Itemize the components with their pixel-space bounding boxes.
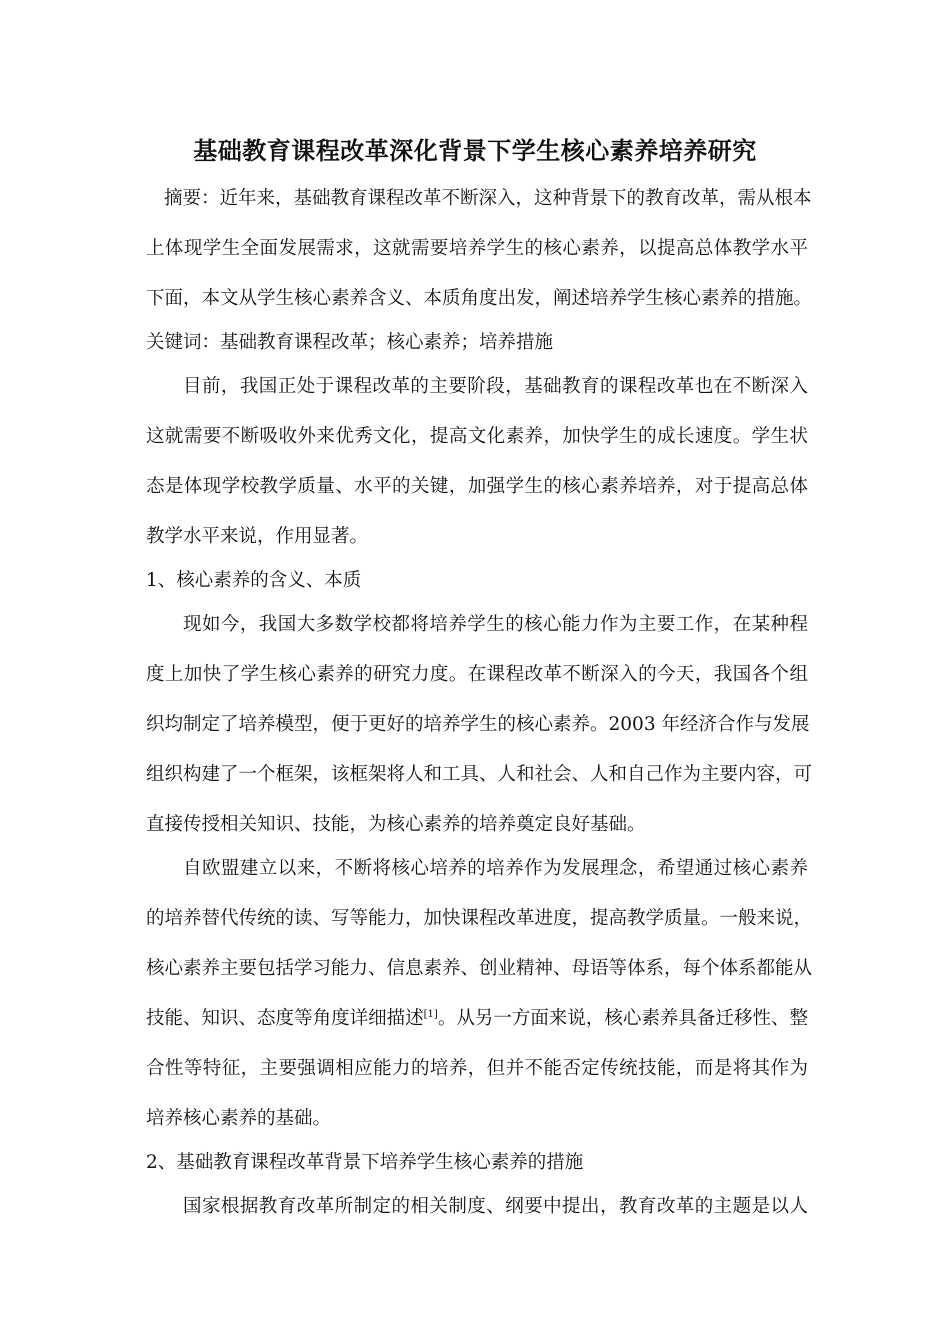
intro-line-3: 态是体现学校教学质量、水平的关键，加强学生的核心素养培养，对于提高总体 <box>146 476 808 497</box>
section-1-heading: 1、核心素养的含义、本质 <box>146 570 362 591</box>
abstract-line-1: 摘要：近年来，基础教育课程改革不断深入，这种背景下的教育改革，需从根本 <box>164 188 812 209</box>
section-2-heading: 2、基础教育课程改革背景下培养学生核心素养的措施 <box>146 1152 584 1173</box>
s2-p1-line-1: 国家根据教育改革所制定的相关制度、纲要中提出，教育改革的主题是以人 <box>183 1196 808 1217</box>
s1-p2-line-3: 核心素养主要包括学习能力、信息素养、创业精神、母语等体系，每个体系都能从 <box>146 958 813 979</box>
s1-p1-line-3: 织均制定了培养模型，便于更好的培养学生的核心素养。2003 年经济合作与发展 <box>146 714 810 735</box>
intro-line-1: 目前，我国正处于课程改革的主要阶段，基础教育的课程改革也在不断深入 <box>183 376 808 397</box>
s1-p2-line-4 <box>146 1006 808 1032</box>
abstract-line-2: 上体现学生全面发展需求，这就需要培养学生的核心素养，以提高总体教学水平 <box>146 238 808 259</box>
s1-p2-line-1: 自欧盟建立以来，不断将核心培养的培养作为发展理念，希望通过核心素养 <box>183 858 808 879</box>
intro-line-4: 教学水平来说，作用显著。 <box>146 526 369 547</box>
s1-p2-line-4-text-b: 。从另一方面来说，核心素养具备迁移性、整 <box>437 1008 808 1029</box>
s1-p1-line-4: 组织构建了一个框架，该框架将人和工具、人和社会、人和自己作为主要内容，可 <box>146 764 813 785</box>
citation-marker: [1] <box>423 1009 438 1020</box>
s1-p2-line-6: 培养核心素养的基础。 <box>146 1108 332 1129</box>
paper-title: 基础教育课程改革深化背景下学生核心素养培养研究 <box>193 136 757 165</box>
s1-p1-line-1: 现如今，我国大多数学校都将培养学生的核心能力作为主要工作，在某种程 <box>183 614 808 635</box>
s1-p1-line-5: 直接传授相关知识、技能，为核心素养的培养奠定良好基础。 <box>146 814 646 835</box>
s1-p2-line-4-text-a: 技能、知识、态度等角度详细描述 <box>146 1008 424 1029</box>
intro-line-2: 这就需要不断吸收外来优秀文化，提高文化素养，加快学生的成长速度。学生状 <box>146 426 808 447</box>
s1-p1-line-2: 度上加快了学生核心素养的研究力度。在课程改革不断深入的今天，我国各个组 <box>146 664 808 685</box>
abstract-line-3: 下面，本文从学生核心素养含义、本质角度出发，阐述培养学生核心素养的措施。 <box>146 288 813 309</box>
s1-p2-line-2: 的培养替代传统的读、写等能力，加快课程改革进度，提高教学质量。一般来说， <box>146 908 813 929</box>
s1-p2-line-5: 合性等特征，主要强调相应能力的培养，但并不能否定传统技能，而是将其作为 <box>146 1058 808 1079</box>
keywords-line: 关键词：基础教育课程改革；核心素养；培养措施 <box>146 332 554 353</box>
